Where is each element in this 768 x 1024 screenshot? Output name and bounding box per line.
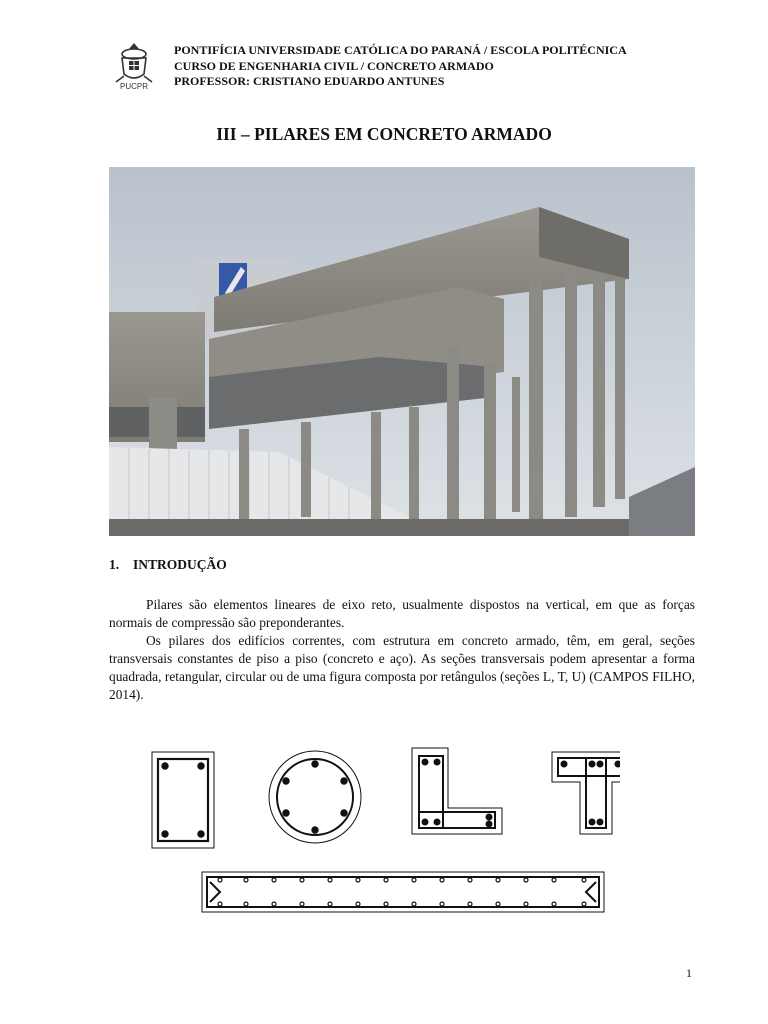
cross-sections-figure — [140, 742, 620, 922]
header-line-3: PROFESSOR: CRISTIANO EDUARDO ANTUNES — [174, 74, 445, 88]
header-line-2: CURSO DE ENGENHARIA CIVIL / CONCRETO ARMADO — [174, 58, 494, 73]
section-heading — [109, 557, 227, 573]
logo-caption: PUCPR — [119, 82, 149, 91]
circular-section — [269, 751, 361, 843]
document-header — [174, 43, 627, 90]
rectangular-section — [152, 752, 214, 848]
t-section — [552, 752, 620, 834]
pucpr-logo-icon — [108, 40, 160, 92]
paragraph: Pilares são elementos lineares de eixo reto, usualmente dispostos na vertical, em que as forças normais de compressão são preponderantes. — [109, 597, 695, 630]
body-text — [109, 596, 695, 704]
page-title: III – PILARES EM CONCRETO ARMADO — [216, 124, 552, 144]
building-photo — [109, 167, 695, 536]
header-line-1: PONTIFÍCIA UNIVERSIDADE CATÓLICA DO PARANÁ / ESCOLA POLITÉCNICA — [174, 43, 627, 57]
section-number: 1. — [109, 557, 120, 572]
l-section — [412, 748, 502, 834]
paragraph: Os pilares dos edifícios correntes, com estrutura em concreto armado, têm, em geral, seções transversais constantes de piso a piso (concreto e aço). As seções transversais podem apresentar a forma quadrada, retangular, circular ou de uma figura composta por retângulos (seções L, T, U) (CAMPOS FILHO, 2014). — [109, 633, 695, 702]
page-number: 1 — [686, 966, 692, 980]
section-title: INTRODUÇÃO — [133, 557, 227, 572]
wall-section — [202, 872, 604, 912]
